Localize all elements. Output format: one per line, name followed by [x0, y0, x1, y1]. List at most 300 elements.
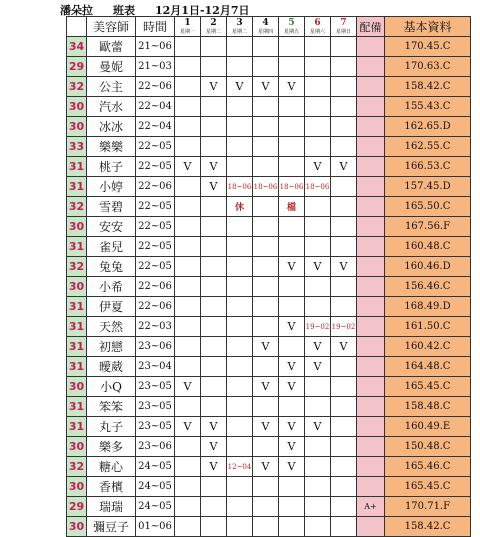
note-cell: [357, 57, 385, 77]
day-number: 1: [184, 17, 191, 28]
day-cell: [279, 277, 305, 297]
shop-name: 潘朵拉: [60, 4, 93, 17]
day-cell: [331, 217, 357, 237]
table-row: [67, 377, 471, 397]
header-time: 時間: [136, 17, 175, 37]
schedule-table: [66, 16, 471, 537]
day-cell: [331, 237, 357, 257]
note-cell: [357, 197, 385, 217]
day-cell: [305, 37, 331, 57]
day-cell: [227, 57, 253, 77]
day-cell: [331, 197, 357, 217]
note-cell: [357, 217, 385, 237]
day-cell: [175, 57, 201, 77]
shift-time: 23~06: [136, 437, 175, 457]
shift-time: 24~05: [136, 497, 175, 517]
day-cell: V: [305, 257, 331, 277]
profile-info: 160.49.E: [385, 417, 471, 437]
day-cell: [201, 217, 227, 237]
age-cell: 30: [67, 377, 87, 397]
day-cell: [227, 137, 253, 157]
age-cell: 30: [67, 517, 87, 537]
stylist-name: 安安: [87, 217, 136, 237]
day-cell: [305, 377, 331, 397]
weekday-label: 星期五: [283, 28, 299, 35]
table-row: [67, 217, 471, 237]
stylist-name: 小Q: [87, 377, 136, 397]
day-cell: [331, 357, 357, 377]
shift-time: 24~05: [136, 477, 175, 497]
day-cell: [305, 277, 331, 297]
day-cell: [331, 277, 357, 297]
table-row: [67, 397, 471, 417]
profile-info: 158.48.C: [385, 397, 471, 417]
shift-time: 22~04: [136, 97, 175, 117]
day-cell: [227, 437, 253, 457]
age-cell: 30: [67, 117, 87, 137]
age-cell: 30: [67, 437, 87, 457]
day-number: 7: [340, 17, 347, 28]
note-cell: [357, 37, 385, 57]
day-cell: [201, 137, 227, 157]
day-cell: [227, 277, 253, 297]
shift-time: 23~04: [136, 357, 175, 377]
day-cell: [201, 197, 227, 217]
day-cell: V: [305, 417, 331, 437]
day-cell: [175, 177, 201, 197]
day-cell: 休: [227, 197, 253, 217]
profile-info: 170.71.F: [385, 497, 471, 517]
stylist-name: 雀兒: [87, 237, 136, 257]
day-cell: [201, 397, 227, 417]
stylist-name: 小婷: [87, 177, 136, 197]
stylist-name: 歐蕾: [87, 37, 136, 57]
header-note: 配備: [357, 17, 385, 37]
note-cell: [357, 117, 385, 137]
day-cell: [175, 457, 201, 477]
profile-info: 168.49.D: [385, 297, 471, 317]
note-cell: [357, 417, 385, 437]
day-number: 5: [288, 17, 295, 28]
age-cell: 31: [67, 357, 87, 377]
header-num: [67, 17, 87, 37]
day-cell: [279, 157, 305, 177]
profile-info: 170.63.C: [385, 57, 471, 77]
note-cell: [357, 337, 385, 357]
day-cell: [331, 117, 357, 137]
shift-time: 22~05: [136, 157, 175, 177]
day-cell: V: [253, 417, 279, 437]
day-cell: 18~06: [305, 177, 331, 197]
profile-info: 162.65.D: [385, 117, 471, 137]
note-cell: [357, 257, 385, 277]
table-row: [67, 177, 471, 197]
age-cell: 31: [67, 397, 87, 417]
day-cell: [305, 497, 331, 517]
note-cell: [357, 177, 385, 197]
stylist-name: 小希: [87, 277, 136, 297]
age-cell: 32: [67, 197, 87, 217]
date-range: 12月1日-12月7日: [155, 4, 250, 17]
day-cell: [253, 517, 279, 537]
day-cell: [305, 437, 331, 457]
stylist-name: 伊夏: [87, 297, 136, 317]
day-cell: [253, 437, 279, 457]
day-cell: [227, 417, 253, 437]
header-stylist: 美容師: [87, 17, 136, 37]
day-number: 3: [236, 17, 243, 28]
profile-info: 165.45.C: [385, 477, 471, 497]
age-cell: 31: [67, 157, 87, 177]
day-cell: [175, 497, 201, 517]
day-cell: [253, 357, 279, 377]
profile-info: 155.43.C: [385, 97, 471, 117]
day-cell: [227, 397, 253, 417]
table-row: [67, 337, 471, 357]
day-cell: [175, 357, 201, 377]
day-cell: [175, 517, 201, 537]
header-info: 基本資料: [385, 17, 471, 37]
table-row: [67, 237, 471, 257]
table-row: [67, 197, 471, 217]
day-cell: V: [253, 77, 279, 97]
day-cell: V: [305, 357, 331, 377]
day-cell: [227, 377, 253, 397]
profile-info: 160.46.D: [385, 257, 471, 277]
header-day-1: [175, 17, 201, 37]
shift-time: 22~05: [136, 197, 175, 217]
day-cell: [175, 117, 201, 137]
day-cell: [201, 257, 227, 277]
day-cell: 19~02: [331, 317, 357, 337]
day-cell: [331, 517, 357, 537]
day-cell: [201, 237, 227, 257]
note-cell: [357, 397, 385, 417]
table-row: [67, 37, 471, 57]
day-cell: V: [279, 457, 305, 477]
profile-info: 157.45.D: [385, 177, 471, 197]
stylist-name: 曖葳: [87, 357, 136, 377]
day-cell: [279, 117, 305, 137]
day-cell: [227, 297, 253, 317]
day-cell: [253, 237, 279, 257]
shift-time: 01~06: [136, 517, 175, 537]
day-cell: [175, 77, 201, 97]
age-cell: 30: [67, 477, 87, 497]
day-cell: [331, 77, 357, 97]
stylist-name: 兔兔: [87, 257, 136, 277]
schedule-label: 班表: [113, 4, 135, 17]
shift-time: 22~05: [136, 237, 175, 257]
day-cell: [227, 337, 253, 357]
day-cell: [305, 237, 331, 257]
day-cell: [279, 297, 305, 317]
age-cell: 33: [67, 137, 87, 157]
note-cell: [357, 457, 385, 477]
day-cell: V: [201, 77, 227, 97]
day-cell: V: [253, 377, 279, 397]
day-cell: [201, 97, 227, 117]
stylist-name: 糖心: [87, 457, 136, 477]
day-cell: V: [279, 417, 305, 437]
note-cell: A+: [357, 497, 385, 517]
day-cell: [331, 377, 357, 397]
note-cell: [357, 377, 385, 397]
profile-info: 170.45.C: [385, 37, 471, 57]
day-cell: [201, 357, 227, 377]
age-cell: 31: [67, 297, 87, 317]
profile-info: 166.53.C: [385, 157, 471, 177]
day-cell: V: [201, 417, 227, 437]
profile-info: 156.46.C: [385, 277, 471, 297]
day-cell: [175, 217, 201, 237]
day-cell: [331, 37, 357, 57]
day-cell: [201, 317, 227, 337]
table-row: [67, 437, 471, 457]
table-row: [67, 417, 471, 437]
day-cell: [175, 297, 201, 317]
stylist-name: 樂樂: [87, 137, 136, 157]
table-row: [67, 297, 471, 317]
schedule-title: [60, 3, 400, 17]
age-cell: 32: [67, 457, 87, 477]
profile-info: 167.56.F: [385, 217, 471, 237]
weekday-label: 星期六: [309, 28, 325, 35]
day-cell: [227, 37, 253, 57]
day-number: 6: [314, 17, 321, 28]
day-number: 4: [262, 17, 269, 28]
day-cell: [305, 197, 331, 217]
age-cell: 30: [67, 97, 87, 117]
weekday-label: 星期二: [205, 28, 221, 35]
day-cell: V: [279, 357, 305, 377]
day-cell: [175, 37, 201, 57]
profile-info: 158.42.C: [385, 517, 471, 537]
day-cell: [331, 297, 357, 317]
age-cell: 30: [67, 217, 87, 237]
day-cell: 18~06: [279, 177, 305, 197]
day-cell: [253, 57, 279, 77]
note-cell: [357, 517, 385, 537]
header-day-3: [227, 17, 253, 37]
day-cell: [253, 137, 279, 157]
profile-info: 162.55.C: [385, 137, 471, 157]
day-cell: [201, 297, 227, 317]
day-cell: [305, 457, 331, 477]
day-cell: V: [279, 437, 305, 457]
day-cell: [279, 57, 305, 77]
day-cell: [331, 97, 357, 117]
profile-info: 150.48.C: [385, 437, 471, 457]
stylist-name: 汽水: [87, 97, 136, 117]
day-cell: [175, 237, 201, 257]
profile-info: 161.50.C: [385, 317, 471, 337]
day-cell: [175, 397, 201, 417]
day-cell: [175, 437, 201, 457]
age-cell: 31: [67, 317, 87, 337]
day-cell: [253, 197, 279, 217]
day-cell: V: [331, 257, 357, 277]
profile-info: 165.46.C: [385, 457, 471, 477]
day-cell: [305, 297, 331, 317]
day-cell: [253, 157, 279, 177]
profile-info: 158.42.C: [385, 77, 471, 97]
day-cell: [253, 37, 279, 57]
day-cell: [253, 97, 279, 117]
shift-time: 24~05: [136, 457, 175, 477]
day-cell: [227, 117, 253, 137]
header-day-7: [331, 17, 357, 37]
table-row: [67, 117, 471, 137]
day-cell: [201, 377, 227, 397]
stylist-name: 彌豆子: [87, 517, 136, 537]
note-cell: [357, 77, 385, 97]
day-cell: [305, 57, 331, 77]
note-cell: [357, 237, 385, 257]
stylist-name: 香檳: [87, 477, 136, 497]
table-row: [67, 57, 471, 77]
day-cell: [331, 177, 357, 197]
day-cell: V: [331, 157, 357, 177]
note-cell: [357, 357, 385, 377]
day-cell: [331, 457, 357, 477]
day-cell: V: [227, 77, 253, 97]
note-cell: [357, 317, 385, 337]
day-cell: [305, 97, 331, 117]
day-cell: [253, 277, 279, 297]
day-cell: [331, 137, 357, 157]
day-cell: [279, 37, 305, 57]
day-cell: V: [305, 337, 331, 357]
note-cell: [357, 137, 385, 157]
age-cell: 29: [67, 497, 87, 517]
day-cell: [279, 237, 305, 257]
day-cell: [305, 77, 331, 97]
day-cell: [201, 497, 227, 517]
day-number: 2: [210, 17, 217, 28]
day-cell: [279, 217, 305, 237]
day-cell: [227, 497, 253, 517]
day-cell: [279, 337, 305, 357]
day-cell: V: [279, 377, 305, 397]
day-cell: [175, 97, 201, 117]
day-cell: [279, 497, 305, 517]
day-cell: [253, 317, 279, 337]
weekday-label: 星期二: [231, 28, 247, 35]
day-cell: [175, 277, 201, 297]
day-cell: V: [201, 177, 227, 197]
day-cell: V: [279, 77, 305, 97]
weekday-label: 星期日: [335, 28, 351, 35]
shift-time: 22~06: [136, 277, 175, 297]
day-cell: [175, 317, 201, 337]
day-cell: 檔: [279, 197, 305, 217]
day-cell: [175, 197, 201, 217]
shift-time: 22~06: [136, 177, 175, 197]
table-row: [67, 357, 471, 377]
day-cell: [201, 337, 227, 357]
profile-info: 160.48.C: [385, 237, 471, 257]
weekday-label: 星期四: [257, 28, 273, 35]
header-day-2: [201, 17, 227, 37]
day-cell: [227, 217, 253, 237]
day-cell: [305, 517, 331, 537]
note-cell: [357, 277, 385, 297]
shift-time: 21~06: [136, 37, 175, 57]
day-cell: [201, 517, 227, 537]
day-cell: [253, 257, 279, 277]
shift-time: 22~06: [136, 77, 175, 97]
day-cell: V: [175, 377, 201, 397]
shift-time: 23~05: [136, 377, 175, 397]
age-cell: 32: [67, 257, 87, 277]
day-cell: [201, 277, 227, 297]
table-row: [67, 157, 471, 177]
day-cell: [227, 157, 253, 177]
day-cell: [279, 137, 305, 157]
day-cell: V: [331, 337, 357, 357]
header-day-6: [305, 17, 331, 37]
day-cell: V: [253, 337, 279, 357]
header-day-5: [279, 17, 305, 37]
stylist-name: 曼妮: [87, 57, 136, 77]
shift-time: 23~05: [136, 417, 175, 437]
header-row: [67, 17, 471, 37]
day-cell: V: [253, 457, 279, 477]
day-cell: [305, 137, 331, 157]
note-cell: [357, 437, 385, 457]
day-cell: [227, 257, 253, 277]
shift-time: 22~05: [136, 257, 175, 277]
shift-time: 22~05: [136, 217, 175, 237]
day-cell: [201, 117, 227, 137]
stylist-name: 天然: [87, 317, 136, 337]
profile-info: 164.48.C: [385, 357, 471, 377]
stylist-name: 樂多: [87, 437, 136, 457]
age-cell: 31: [67, 177, 87, 197]
age-cell: 29: [67, 57, 87, 77]
day-cell: V: [201, 157, 227, 177]
age-cell: 34: [67, 37, 87, 57]
day-cell: [279, 97, 305, 117]
profile-info: 165.50.C: [385, 197, 471, 217]
table-row: [67, 317, 471, 337]
stylist-name: 丸子: [87, 417, 136, 437]
day-cell: [253, 117, 279, 137]
table-row: [67, 457, 471, 477]
day-cell: [227, 317, 253, 337]
day-cell: V: [175, 417, 201, 437]
day-cell: [227, 357, 253, 377]
day-cell: [331, 57, 357, 77]
day-cell: [305, 397, 331, 417]
day-cell: [279, 517, 305, 537]
weekday-label: 星期一: [179, 28, 195, 35]
age-cell: 31: [67, 417, 87, 437]
day-cell: [201, 37, 227, 57]
day-cell: [175, 257, 201, 277]
profile-info: 160.42.C: [385, 337, 471, 357]
day-cell: [253, 497, 279, 517]
table-row: [67, 137, 471, 157]
table-row: [67, 97, 471, 117]
day-cell: [227, 97, 253, 117]
stylist-name: 冰冰: [87, 117, 136, 137]
day-cell: [175, 337, 201, 357]
table-row: [67, 277, 471, 297]
day-cell: [305, 117, 331, 137]
shift-time: 23~05: [136, 397, 175, 417]
